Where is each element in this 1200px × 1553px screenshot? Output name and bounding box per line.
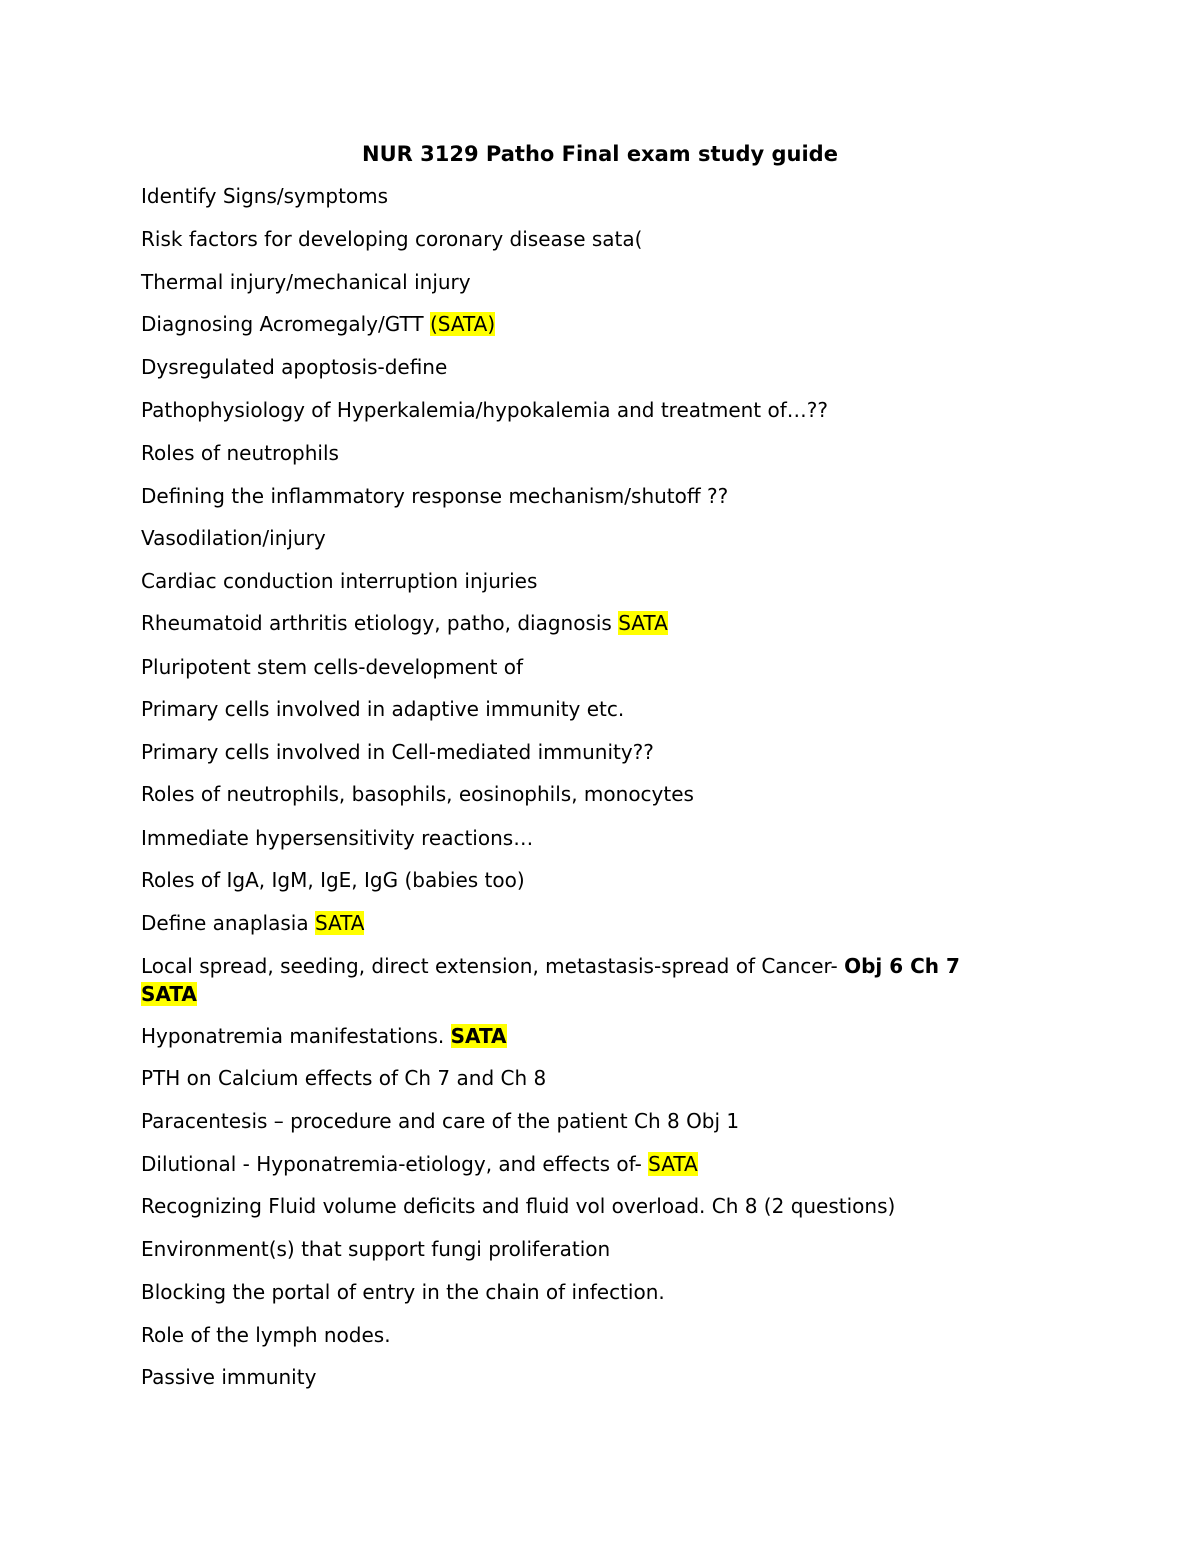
list-item: Define anaplasia SATA (141, 911, 365, 935)
document-title: NUR 3129 Patho Final exam study guide (362, 142, 838, 166)
sata-highlight: SATA (648, 1152, 698, 1176)
objective-ref: Obj 6 Ch 7 (844, 954, 960, 978)
list-item: Role of the lymph nodes. (141, 1323, 391, 1347)
list-item: Primary cells involved in adaptive immunity etc. (141, 697, 625, 721)
sata-highlight: SATA (314, 911, 365, 935)
list-item: Primary cells involved in Cell-mediated immunity?? (141, 740, 654, 764)
list-item: Dysregulated apoptosis-define (141, 355, 448, 379)
list-item: Defining the inflammatory response mechanism/shutoff ?? (141, 484, 729, 508)
list-item: Roles of neutrophils (141, 441, 339, 465)
list-item: Rheumatoid arthritis etiology, patho, diagnosis SATA (141, 611, 668, 635)
list-item: Cardiac conduction interruption injuries (141, 569, 538, 593)
list-item: Paracentesis – procedure and care of the patient Ch 8 Obj 1 (141, 1109, 740, 1133)
list-item: Roles of neutrophils, basophils, eosinophils, monocytes (141, 782, 694, 806)
list-item: Hyponatremia manifestations. SATA (141, 1024, 507, 1048)
sata-highlight: SATA (141, 982, 197, 1006)
list-item: Immediate hypersensitivity reactions… (141, 826, 534, 850)
list-item: Passive immunity (141, 1365, 317, 1389)
list-item: Pluripotent stem cells-development of (141, 655, 524, 679)
list-item: Blocking the portal of entry in the chain of infection. (141, 1280, 665, 1304)
list-item: Roles of IgA, IgM, IgE, IgG (babies too) (141, 868, 525, 892)
list-item: Vasodilation/injury (141, 526, 326, 550)
list-item: Pathophysiology of Hyperkalemia/hypokalemia and treatment of…?? (141, 398, 829, 422)
list-item: Diagnosing Acromegaly/GTT (SATA) (141, 312, 496, 336)
list-item: Environment(s) that support fungi proliferation (141, 1237, 611, 1261)
list-item: Thermal injury/mechanical injury (141, 270, 471, 294)
sata-highlight: (SATA) (429, 312, 496, 336)
list-item: PTH on Calcium effects of Ch 7 and Ch 8 (141, 1066, 547, 1090)
list-item: Risk factors for developing coronary disease sata( (141, 227, 643, 251)
list-item: Local spread, seeding, direct extension, metastasis-spread of Cancer- Obj 6 Ch 7 SATA (141, 954, 960, 1006)
sata-highlight: SATA (618, 611, 668, 635)
list-item: Identify Signs/symptoms (141, 184, 389, 208)
list-item: Dilutional - Hyponatremia-etiology, and effects of- SATA (141, 1152, 698, 1176)
sata-highlight: SATA (450, 1024, 507, 1048)
list-item: Recognizing Fluid volume deficits and fluid vol overload. Ch 8 (2 questions) (141, 1194, 896, 1218)
